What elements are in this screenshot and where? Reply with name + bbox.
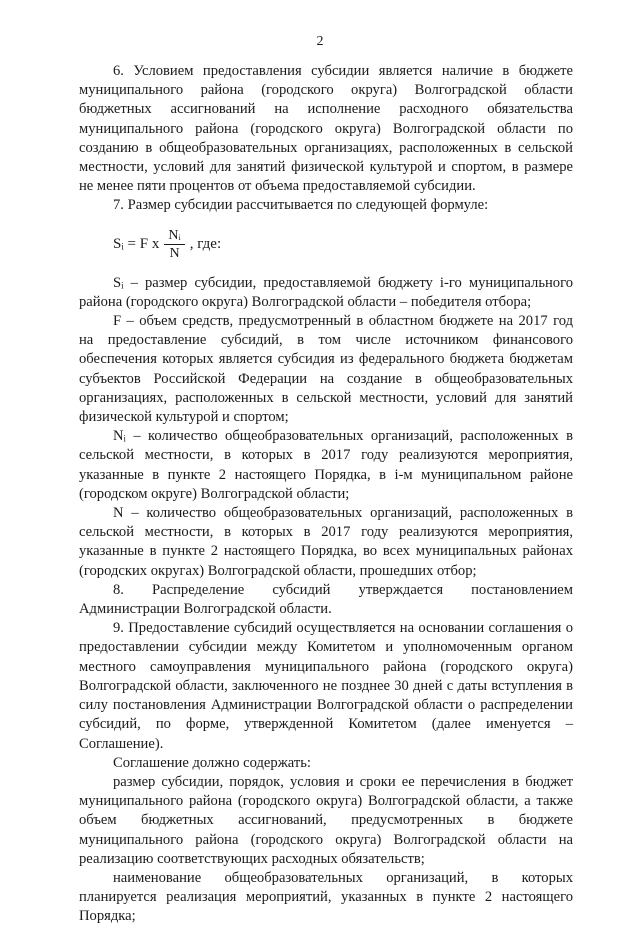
formula-suffix: , где: [189, 236, 222, 253]
definition-f: F – объем средств, предусмотренный в областном бюджете на 2017 год на предоставление субсидий, в том числе источником финансового обеспечения которых является субсидия из федерального бюджета бюджетам субъектов Российской Федерации на создание в общеобразовательных организациях, расположенных в сельской местности, условий для занятий физической культурой и спортом; [79, 313, 573, 426]
page-number: 2 [316, 34, 324, 49]
agreement-contents-heading: Соглашение должно содержать: [113, 754, 311, 771]
paragraph-9: 9. Предоставление субсидий осуществляется на основании соглашения о предоставлении субсидии между Комитетом и уполномоченным органом местного самоуправления муниципального района (городского округа) Волгоградской области, заключенного не позднее 30 дней с даты вступления в силу постановления Администрации Волгоградской области о распределении субсидий, по форме, утвержденной Комитетом (далее именуется – Соглашение). [79, 620, 573, 752]
paragraph-8: 8. Распределение субсидий утверждается постановлением Администрации Волгоградской области. [79, 581, 573, 618]
agreement-item-organizations: наименование общеобразовательных организаций, в которых планируется реализация мероприятий, указанных в пункте 2 настоящего Порядка; [79, 869, 573, 925]
formula-denominator: N [169, 246, 180, 262]
formula-fraction [164, 228, 184, 261]
subsidy-formula [113, 228, 573, 262]
document-body [79, 62, 573, 927]
agreement-item-amount: размер субсидии, порядок, условия и сроки ее перечисления в бюджет муниципального района (городского округа) Волгоградской области, а также объем бюджетных ассигнований, предусмотренных в бюджете муниципального района (городского округа) Волгоградской области на реализацию соответствующих расходных обязательств; [79, 773, 573, 867]
formula-lhs: Sᵢ = F x [113, 236, 160, 253]
definition-si: Sᵢ – размер субсидии, предоставляемой бюджету i-го муниципального района (городского округа) Волгоградской области – победителя отбора; [79, 274, 573, 310]
definition-ni: Nᵢ – количество общеобразовательных организаций, расположенных в сельской местности, в которых в 2017 году реализуются мероприятия, указанные в пункте 2 настоящего Порядка, в i-м муниципальном районе (городском округе) Волгоградской области; [79, 428, 573, 502]
paragraph-7: 7. Размер субсидии рассчитывается по следующей формуле: [113, 197, 489, 214]
definition-n: N – количество общеобразовательных организаций, расположенных в сельской местности, в которых в 2017 году реализуются мероприятия, указанные в пункте 2 настоящего Порядка, во всех муниципальных районах (городских округах) Волгоградской области, прошедших отбор; [79, 505, 573, 579]
paragraph-6: 6. Условием предоставления субсидии является наличие в бюджете муниципального района (городского округа) Волгоградской области бюджетных ассигнований на исполнение расходного обязательства муниципального района (городского округа) Волгоградской области по созданию в общеобразовательных организациях, расположенных в сельской местности, условий для занятий физической культурой и спортом, в размере не менее пяти процентов от объема предоставляемой субсидии. [79, 63, 573, 195]
formula-numerator: Nᵢ [164, 228, 184, 245]
